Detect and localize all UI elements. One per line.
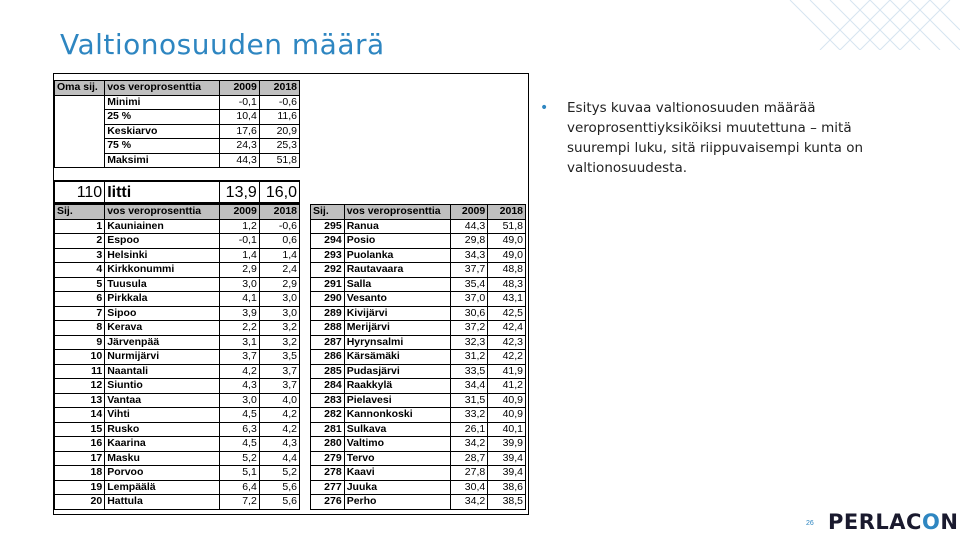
bullet-list [540,98,900,178]
municipality-cell: Raakkylä [344,379,450,394]
value-2018-cell: 40,9 [488,408,526,423]
value-2009-cell: 33,5 [450,364,488,379]
summary-label: Maksimi [105,153,219,168]
table-row [55,350,300,365]
municipality-cell: Porvoo [105,466,219,481]
rank-cell: 5 [55,277,105,292]
summary-value-2018: 20,9 [259,124,299,139]
value-2009-cell: 30,6 [450,306,488,321]
municipality-cell: Sulkava [344,422,450,437]
rank-cell: 294 [311,234,345,249]
table-row [311,248,526,263]
bottom-table-header-row [311,205,526,220]
value-2009-cell: 3,7 [219,350,259,365]
value-2018-cell: 2,9 [259,277,299,292]
rank-cell: 284 [311,379,345,394]
logo-text-1: PERLAC [828,510,922,534]
table-row [55,451,300,466]
rank-cell: 289 [311,306,345,321]
logo-text-2: N [940,510,959,534]
summary-label: 25 % [105,110,219,125]
value-2009-cell: 6,4 [219,480,259,495]
municipality-cell: Kaavi [344,466,450,481]
own-value-2009: 13,9 [219,181,259,203]
municipality-cell: Kirkkonummi [105,263,219,278]
value-2009-cell: 44,3 [450,219,488,234]
table-row [311,234,526,249]
value-2018-cell: 4,2 [259,422,299,437]
summary-row [55,95,300,110]
rank-cell: 19 [55,480,105,495]
value-2018-cell: 3,7 [259,379,299,394]
rank-cell: 15 [55,422,105,437]
header-cell: 2018 [488,205,526,220]
table-row [311,292,526,307]
rank-cell: 6 [55,292,105,307]
summary-value-2009: 24,3 [219,139,259,154]
value-2009-cell: 5,1 [219,466,259,481]
rank-cell: 7 [55,306,105,321]
header-cell: 2009 [219,81,259,96]
table-row [55,219,300,234]
rank-cell: 8 [55,321,105,336]
rank-cell: 276 [311,495,345,510]
value-2018-cell: 4,2 [259,408,299,423]
rank-cell: 18 [55,466,105,481]
table-row [311,422,526,437]
municipality-cell: Pirkkala [105,292,219,307]
value-2018-cell: 5,2 [259,466,299,481]
table-row [55,379,300,394]
bullet-icon: • [540,100,549,116]
header-cell: 2009 [450,205,488,220]
table-row [311,393,526,408]
value-2009-cell: 2,9 [219,263,259,278]
value-2018-cell: 3,0 [259,306,299,321]
rank-cell: 11 [55,364,105,379]
table-row [311,495,526,510]
value-2018-cell: 42,3 [488,335,526,350]
own-rank: 110 [55,181,105,203]
value-2018-cell: 39,9 [488,437,526,452]
table-row [55,306,300,321]
table-row [311,263,526,278]
rank-cell: 278 [311,466,345,481]
table-row [55,263,300,278]
municipality-cell: Vantaa [105,393,219,408]
table-row [311,408,526,423]
summary-value-2018: -0,6 [259,95,299,110]
summary-value-2009: 10,4 [219,110,259,125]
municipality-cell: Vihti [105,408,219,423]
municipality-cell: Kerava [105,321,219,336]
table-row [55,480,300,495]
value-2018-cell: 41,9 [488,364,526,379]
value-2009-cell: 30,4 [450,480,488,495]
municipality-cell: Valtimo [344,437,450,452]
table-row [55,466,300,481]
header-cell: 2018 [259,205,299,220]
value-2018-cell: 2,4 [259,263,299,278]
value-2009-cell: 31,5 [450,393,488,408]
perlacon-logo [828,510,958,534]
value-2009-cell: 32,3 [450,335,488,350]
rank-cell: 281 [311,422,345,437]
municipality-cell: Juuka [344,480,450,495]
value-2009-cell: 5,2 [219,451,259,466]
table-row [311,451,526,466]
table-row [311,335,526,350]
value-2018-cell: 4,0 [259,393,299,408]
table-row [311,480,526,495]
municipality-cell: Vesanto [344,292,450,307]
rank-cell: 290 [311,292,345,307]
summary-value-2018: 25,3 [259,139,299,154]
municipality-cell: Rautavaara [344,263,450,278]
value-2009-cell: 29,8 [450,234,488,249]
value-2009-cell: 26,1 [450,422,488,437]
header-cell: Oma sij. [55,81,105,96]
rank-cell: 292 [311,263,345,278]
rank-cell: 13 [55,393,105,408]
table-row [311,219,526,234]
municipality-cell: Puolanka [344,248,450,263]
rank-cell: 3 [55,248,105,263]
summary-header-row [55,81,300,96]
value-2018-cell: 40,9 [488,393,526,408]
municipality-cell: Kärsämäki [344,350,450,365]
value-2009-cell: 3,1 [219,335,259,350]
value-2009-cell: 34,2 [450,437,488,452]
value-2009-cell: 4,5 [219,437,259,452]
value-2018-cell: 5,6 [259,480,299,495]
municipality-cell: Ranua [344,219,450,234]
rank-cell: 285 [311,364,345,379]
value-2009-cell: 3,0 [219,277,259,292]
value-2018-cell: 43,1 [488,292,526,307]
summary-label: 75 % [105,139,219,154]
municipality-cell: Hattula [105,495,219,510]
value-2018-cell: 40,1 [488,422,526,437]
municipality-cell: Posio [344,234,450,249]
municipality-cell: Kannonkoski [344,408,450,423]
rank-cell: 277 [311,480,345,495]
value-2018-cell: 4,3 [259,437,299,452]
rank-cell: 282 [311,408,345,423]
rank-cell: 4 [55,263,105,278]
table-row [311,466,526,481]
value-2009-cell: 34,4 [450,379,488,394]
municipality-cell: Siuntio [105,379,219,394]
municipality-cell: Pielavesi [344,393,450,408]
municipality-cell: Kauniainen [105,219,219,234]
municipality-cell: Perho [344,495,450,510]
bullet-text: Esitys kuvaa valtionosuuden määrää veroprosenttiyksiköiksi muutettuna – mitä suurempi luku, sitä riippuvaisempi kunta on valtionosuudesta. [567,100,864,176]
header-cell: 2009 [219,205,259,220]
value-2018-cell: 3,7 [259,364,299,379]
value-2018-cell: -0,6 [259,219,299,234]
value-2009-cell: 7,2 [219,495,259,510]
summary-table [54,80,300,168]
municipality-cell: Helsinki [105,248,219,263]
value-2009-cell: 35,4 [450,277,488,292]
value-2009-cell: 4,3 [219,379,259,394]
rank-cell: 288 [311,321,345,336]
data-tables-panel [53,73,529,515]
rank-cell: 20 [55,495,105,510]
rank-cell: 283 [311,393,345,408]
page-title: Valtionosuuden määrä [60,28,385,61]
table-row [55,364,300,379]
rank-cell: 280 [311,437,345,452]
bottom-municipalities-table [310,204,526,510]
value-2018-cell: 0,6 [259,234,299,249]
summary-value-2018: 51,8 [259,153,299,168]
municipality-cell: Hyrynsalmi [344,335,450,350]
value-2018-cell: 41,2 [488,379,526,394]
table-row [55,437,300,452]
municipality-cell: Salla [344,277,450,292]
municipality-cell: Merijärvi [344,321,450,336]
value-2018-cell: 51,8 [488,219,526,234]
table-row [55,234,300,249]
municipality-cell: Järvenpää [105,335,219,350]
value-2018-cell: 3,0 [259,292,299,307]
value-2009-cell: 34,3 [450,248,488,263]
rank-cell: 295 [311,219,345,234]
municipality-cell: Masku [105,451,219,466]
municipality-cell: Tuusula [105,277,219,292]
table-row [55,335,300,350]
value-2009-cell: 6,3 [219,422,259,437]
municipality-cell: Lempäälä [105,480,219,495]
value-2018-cell: 48,8 [488,263,526,278]
value-2009-cell: 4,1 [219,292,259,307]
rank-cell: 9 [55,335,105,350]
table-row [311,306,526,321]
summary-value-2009: 44,3 [219,153,259,168]
table-row [311,277,526,292]
header-cell: Sij. [311,205,345,220]
value-2009-cell: 1,4 [219,248,259,263]
table-row [55,422,300,437]
municipality-cell: Nurmijärvi [105,350,219,365]
value-2018-cell: 39,4 [488,466,526,481]
header-cell: 2018 [259,81,299,96]
value-2009-cell: 3,0 [219,393,259,408]
rank-cell: 291 [311,277,345,292]
table-row [55,248,300,263]
value-2018-cell: 49,0 [488,248,526,263]
table-row [311,350,526,365]
rank-cell: 1 [55,219,105,234]
value-2009-cell: 31,2 [450,350,488,365]
value-2009-cell: 33,2 [450,408,488,423]
municipality-cell: Rusko [105,422,219,437]
value-2009-cell: -0,1 [219,234,259,249]
value-2009-cell: 1,2 [219,219,259,234]
value-2018-cell: 1,4 [259,248,299,263]
municipality-cell: Pudasjärvi [344,364,450,379]
summary-value-2018: 11,6 [259,110,299,125]
table-row [55,408,300,423]
municipality-cell: Espoo [105,234,219,249]
page-number: 26 [806,520,814,527]
rank-cell: 293 [311,248,345,263]
summary-value-2009: 17,6 [219,124,259,139]
decorative-pattern [780,0,960,50]
header-cell: vos veroprosenttia [105,205,219,220]
value-2018-cell: 4,4 [259,451,299,466]
rank-cell: 16 [55,437,105,452]
header-cell: vos veroprosenttia [344,205,450,220]
rank-cell: 279 [311,451,345,466]
value-2018-cell: 39,4 [488,451,526,466]
rank-cell: 10 [55,350,105,365]
value-2009-cell: 37,2 [450,321,488,336]
rank-cell: 12 [55,379,105,394]
rank-cell: 14 [55,408,105,423]
table-row [311,379,526,394]
rank-cell: 286 [311,350,345,365]
top-table-header-row [55,205,300,220]
own-name: Iitti [105,181,219,203]
table-row [55,321,300,336]
value-2009-cell: 4,2 [219,364,259,379]
top-municipalities-table [54,204,300,510]
value-2018-cell: 42,4 [488,321,526,336]
summary-label: Keskiarvo [105,124,219,139]
value-2018-cell: 3,2 [259,335,299,350]
value-2009-cell: 2,2 [219,321,259,336]
own-value-2018: 16,0 [259,181,299,203]
table-row [55,393,300,408]
value-2009-cell: 28,7 [450,451,488,466]
value-2018-cell: 38,6 [488,480,526,495]
logo-o-glyph: O [921,510,941,534]
own-municipality-table [54,180,300,204]
municipality-cell: Tervo [344,451,450,466]
table-row [55,495,300,510]
value-2009-cell: 3,9 [219,306,259,321]
value-2009-cell: 34,2 [450,495,488,510]
table-row [55,292,300,307]
rank-cell: 2 [55,234,105,249]
value-2009-cell: 37,0 [450,292,488,307]
summary-empty-cell [55,95,105,168]
municipality-cell: Naantali [105,364,219,379]
value-2018-cell: 42,5 [488,306,526,321]
value-2018-cell: 48,3 [488,277,526,292]
table-row [311,364,526,379]
table-row [55,277,300,292]
value-2018-cell: 49,0 [488,234,526,249]
table-row [311,321,526,336]
municipality-cell: Kivijärvi [344,306,450,321]
value-2018-cell: 3,5 [259,350,299,365]
value-2018-cell: 3,2 [259,321,299,336]
table-row [311,437,526,452]
municipality-cell: Sipoo [105,306,219,321]
summary-value-2009: -0,1 [219,95,259,110]
value-2009-cell: 37,7 [450,263,488,278]
rank-cell: 287 [311,335,345,350]
value-2018-cell: 38,5 [488,495,526,510]
value-2009-cell: 4,5 [219,408,259,423]
header-cell: vos veroprosenttia [105,81,219,96]
value-2009-cell: 27,8 [450,466,488,481]
summary-label: Minimi [105,95,219,110]
value-2018-cell: 42,2 [488,350,526,365]
own-municipality-row [55,181,300,203]
header-cell: Sij. [55,205,105,220]
value-2018-cell: 5,6 [259,495,299,510]
rank-cell: 17 [55,451,105,466]
municipality-cell: Kaarina [105,437,219,452]
